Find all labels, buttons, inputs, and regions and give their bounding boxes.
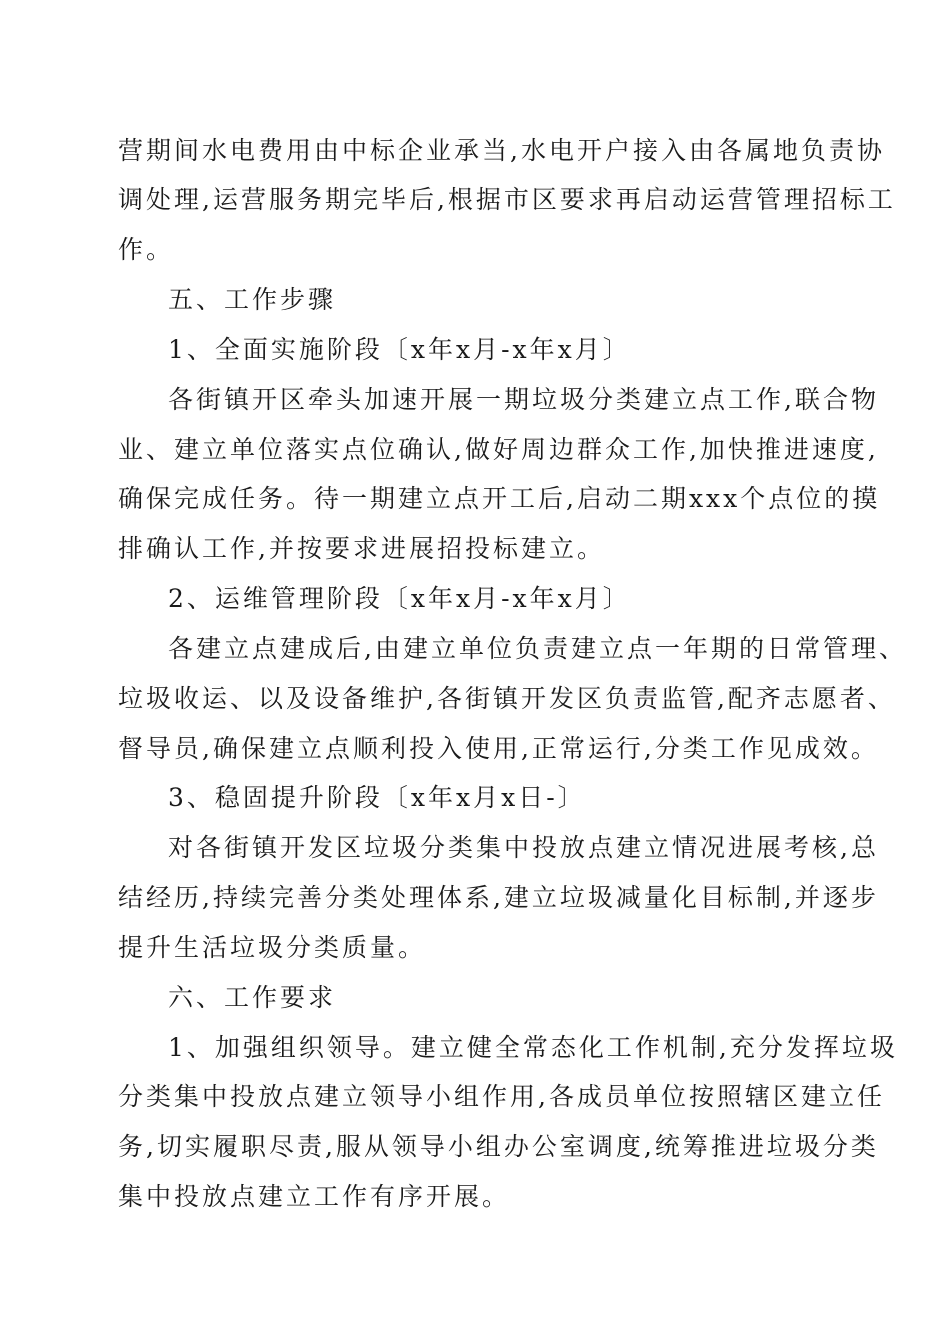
- section-heading: 六、工作要求: [168, 983, 337, 1012]
- paragraph-line: 各建立点建成后,由建立单位负责建立点一年期的日常管理、: [168, 634, 907, 663]
- subsection-heading: 1、全面实施阶段〔x年x月-x年x月〕: [168, 335, 631, 364]
- paragraph-line: 调处理,运营服务期完毕后,根据市区要求再启动运营管理招标工: [118, 185, 896, 214]
- paragraph-line: 营期间水电费用由中标企业承当,水电开户接入由各属地负责协: [118, 136, 885, 165]
- subsection-heading: 3、稳固提升阶段〔x年x月x日-〕: [168, 783, 586, 812]
- paragraph-line: 1、加强组织领导。建立健全常态化工作机制,充分发挥垃圾: [168, 1033, 898, 1062]
- paragraph-line: 对各街镇开发区垃圾分类集中投放点建立情况进展考核,总: [168, 833, 879, 862]
- paragraph-line: 排确认工作,并按要求进展招投标建立。: [118, 534, 605, 563]
- paragraph-line: 各街镇开区牵头加速开展一期垃圾分类建立点工作,联合物: [168, 385, 879, 414]
- paragraph-line: 分类集中投放点建立领导小组作用,各成员单位按照辖区建立任: [118, 1082, 885, 1111]
- paragraph-line: 结经历,持续完善分类处理体系,建立垃圾减量化目标制,并逐步: [118, 883, 879, 912]
- section-heading: 五、工作步骤: [168, 285, 337, 314]
- paragraph-line: 集中投放点建立工作有序开展。: [118, 1182, 511, 1211]
- paragraph-line: 确保完成任务。待一期建立点开工后,启动二期xxx个点位的摸: [118, 484, 881, 513]
- paragraph-line: 垃圾收运、以及设备维护,各街镇开发区负责监管,配齐志愿者、: [118, 684, 896, 713]
- paragraph-line: 提升生活垃圾分类质量。: [118, 933, 427, 962]
- paragraph-line: 务,切实履职尽责,服从领导小组办公室调度,统筹推进垃圾分类: [118, 1132, 879, 1161]
- paragraph-line: 作。: [118, 235, 175, 264]
- paragraph-line: 业、建立单位落实点位确认,做好周边群众工作,加快推进速度,: [118, 435, 879, 464]
- subsection-heading: 2、运维管理阶段〔x年x月-x年x月〕: [168, 584, 631, 613]
- paragraph-line: 督导员,确保建立点顺利投入使用,正常运行,分类工作见成效。: [118, 734, 879, 763]
